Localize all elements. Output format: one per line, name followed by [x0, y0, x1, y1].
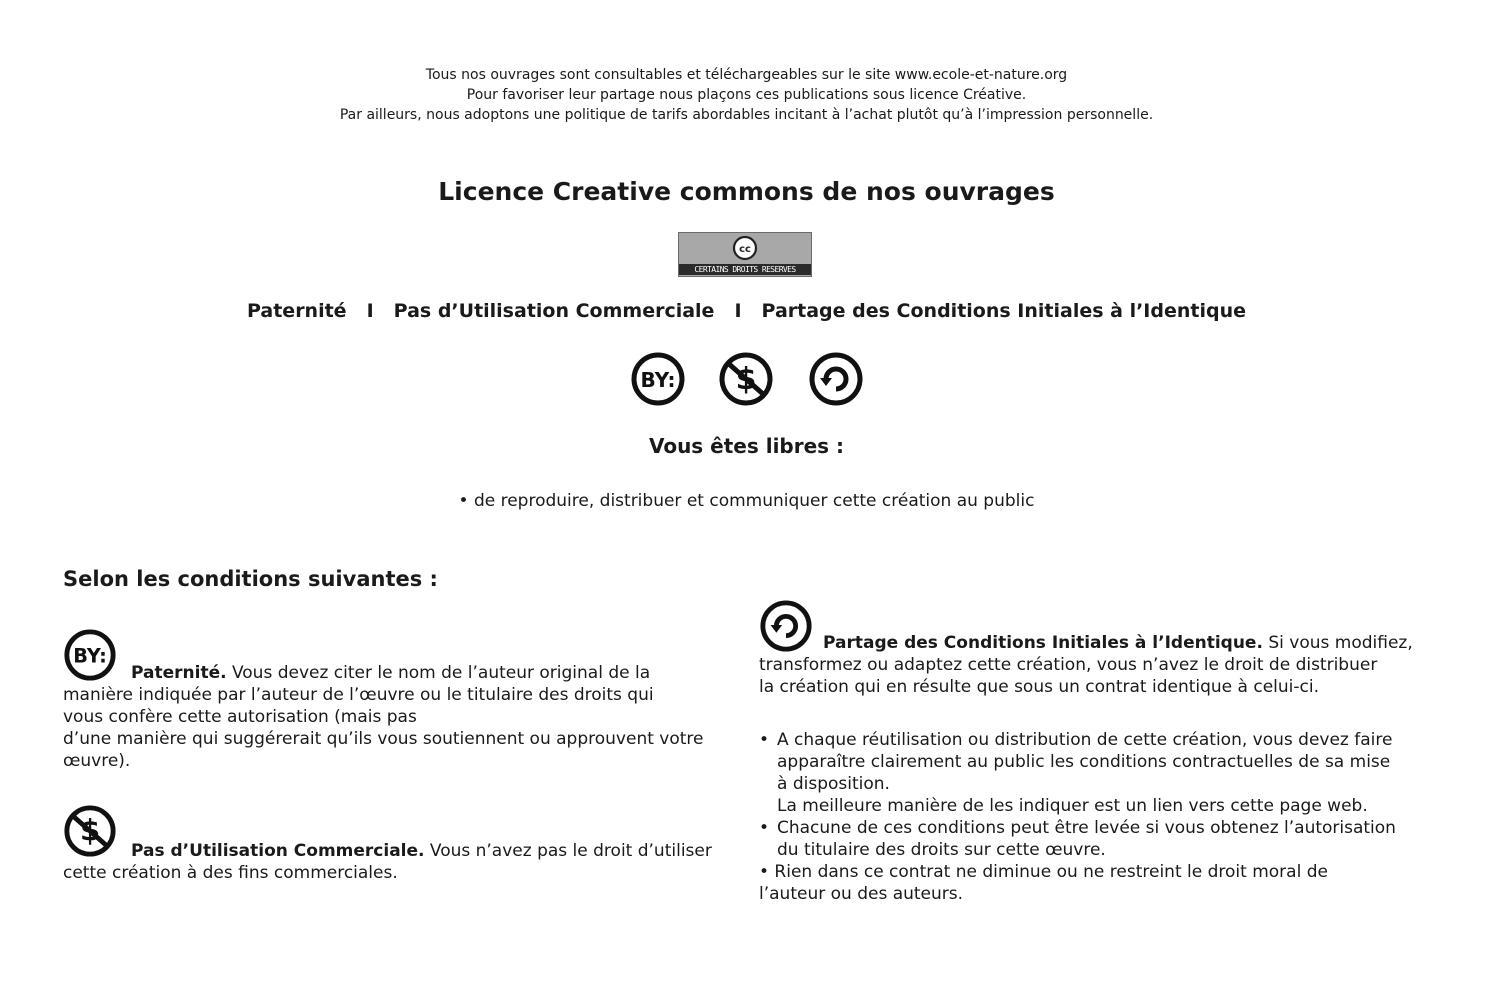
bullet-1-line-1: A chaque réutilisation ou distribution de cette création, vous devez faire	[777, 730, 1393, 750]
nc-text-2: cette création à des fins commerciales.	[63, 863, 398, 883]
separator: I	[366, 300, 374, 322]
condition-sa: Partage des Conditions Initiales à l’Identique	[761, 300, 1246, 322]
sa-text-3: la création qui en résulte que sous un contrat identique à celui-ci.	[759, 677, 1319, 697]
svg-text:$: $	[79, 813, 101, 848]
bullet: •	[759, 818, 770, 838]
cc-badge[interactable]	[678, 232, 812, 277]
page-title: Licence Creative commons de nos ouvrages	[438, 177, 1055, 206]
conditions-bullets	[759, 729, 1469, 905]
condition-paternite: Paternité	[246, 300, 347, 322]
intro-text	[0, 65, 1493, 125]
by-icon	[630, 351, 686, 407]
sa-text-2: transformez ou adaptez cette création, vous n’avez le droit de distribuer	[759, 655, 1378, 675]
paternite-text-4: d’une manière qui suggérerait qu’ils vous soutiennent ou approuvent votre	[63, 729, 704, 749]
non-commercial-icon	[718, 351, 774, 407]
bullet-1-line-2: apparaître clairement au public les conditions contractuelles de sa mise	[777, 752, 1391, 772]
paternite-title: Paternité.	[131, 663, 227, 683]
bullet-3-line-1: • Rien dans ce contrat ne diminue ou ne restreint le droit moral de	[759, 862, 1328, 882]
by-icon-text: BY:	[640, 368, 676, 392]
bullet-2-line-1: Chacune de ces conditions peut être levée si vous obtenez l’autorisation	[777, 818, 1396, 838]
bullet-1-line-3: à disposition.	[777, 774, 890, 794]
bullet: •	[759, 730, 770, 750]
conditions-heading: Selon les conditions suivantes :	[63, 567, 438, 591]
license-icons	[0, 351, 1493, 407]
sa-text-1: Si vous modifiez,	[1262, 633, 1413, 653]
nc-paragraph	[63, 840, 753, 884]
cc-logo-icon	[732, 235, 758, 261]
intro-line-2: Pour favoriser leur partage nous plaçons ces publications sous licence Créative.	[466, 87, 1027, 103]
by-icon-text: BY:	[73, 644, 107, 668]
nc-text-1: Vous n’avez pas le droit d’utiliser	[424, 841, 712, 861]
paternite-text-5: œuvre).	[63, 751, 131, 771]
bullet-2-line-2: du titulaire des droits sur cette œuvre.	[777, 840, 1106, 860]
paternite-paragraph	[63, 662, 753, 772]
intro-line-3: Par ailleurs, nous adoptons une politique de tarifs abordables incitant à l’achat plutôt qu’à l’impression personnelle.	[339, 107, 1154, 123]
nc-title: Pas d’Utilisation Commerciale.	[131, 841, 425, 861]
separator: I	[734, 300, 742, 322]
bullet-1-line-4: La meilleure manière de les indiquer est un lien vers cette page web.	[777, 796, 1368, 816]
libres-item: • de reproduire, distribuer et communiquer cette création au public	[458, 491, 1035, 511]
paternite-text-1: Vous devez citer le nom de l’auteur original de la	[226, 663, 651, 683]
sa-paragraph	[759, 632, 1459, 698]
bullet-3-line-2: l’auteur ou des auteurs.	[759, 884, 964, 904]
share-alike-icon	[808, 351, 864, 407]
sa-title: Partage des Conditions Initiales à l’Identique.	[823, 633, 1263, 653]
svg-text:$: $	[735, 362, 757, 397]
conditions-bar	[0, 300, 1493, 322]
intro-line-1: Tous nos ouvrages sont consultables et téléchargeables sur le site www.ecole-et-nature.org	[425, 67, 1068, 83]
paternite-text-2: manière indiquée par l’auteur de l’œuvre ou le titulaire des droits qui	[63, 685, 654, 705]
cc-logo-text: cc	[739, 244, 751, 255]
paternite-text-3: vous confère cette autorisation (mais pas	[63, 707, 417, 727]
condition-nc: Pas d’Utilisation Commerciale	[393, 300, 715, 322]
badge-label: CERTAINS DROITS RESERVES	[679, 264, 811, 275]
list-item	[759, 729, 1469, 817]
list-item	[759, 817, 1469, 861]
vous-etes-libres-heading: Vous êtes libres :	[648, 434, 845, 458]
